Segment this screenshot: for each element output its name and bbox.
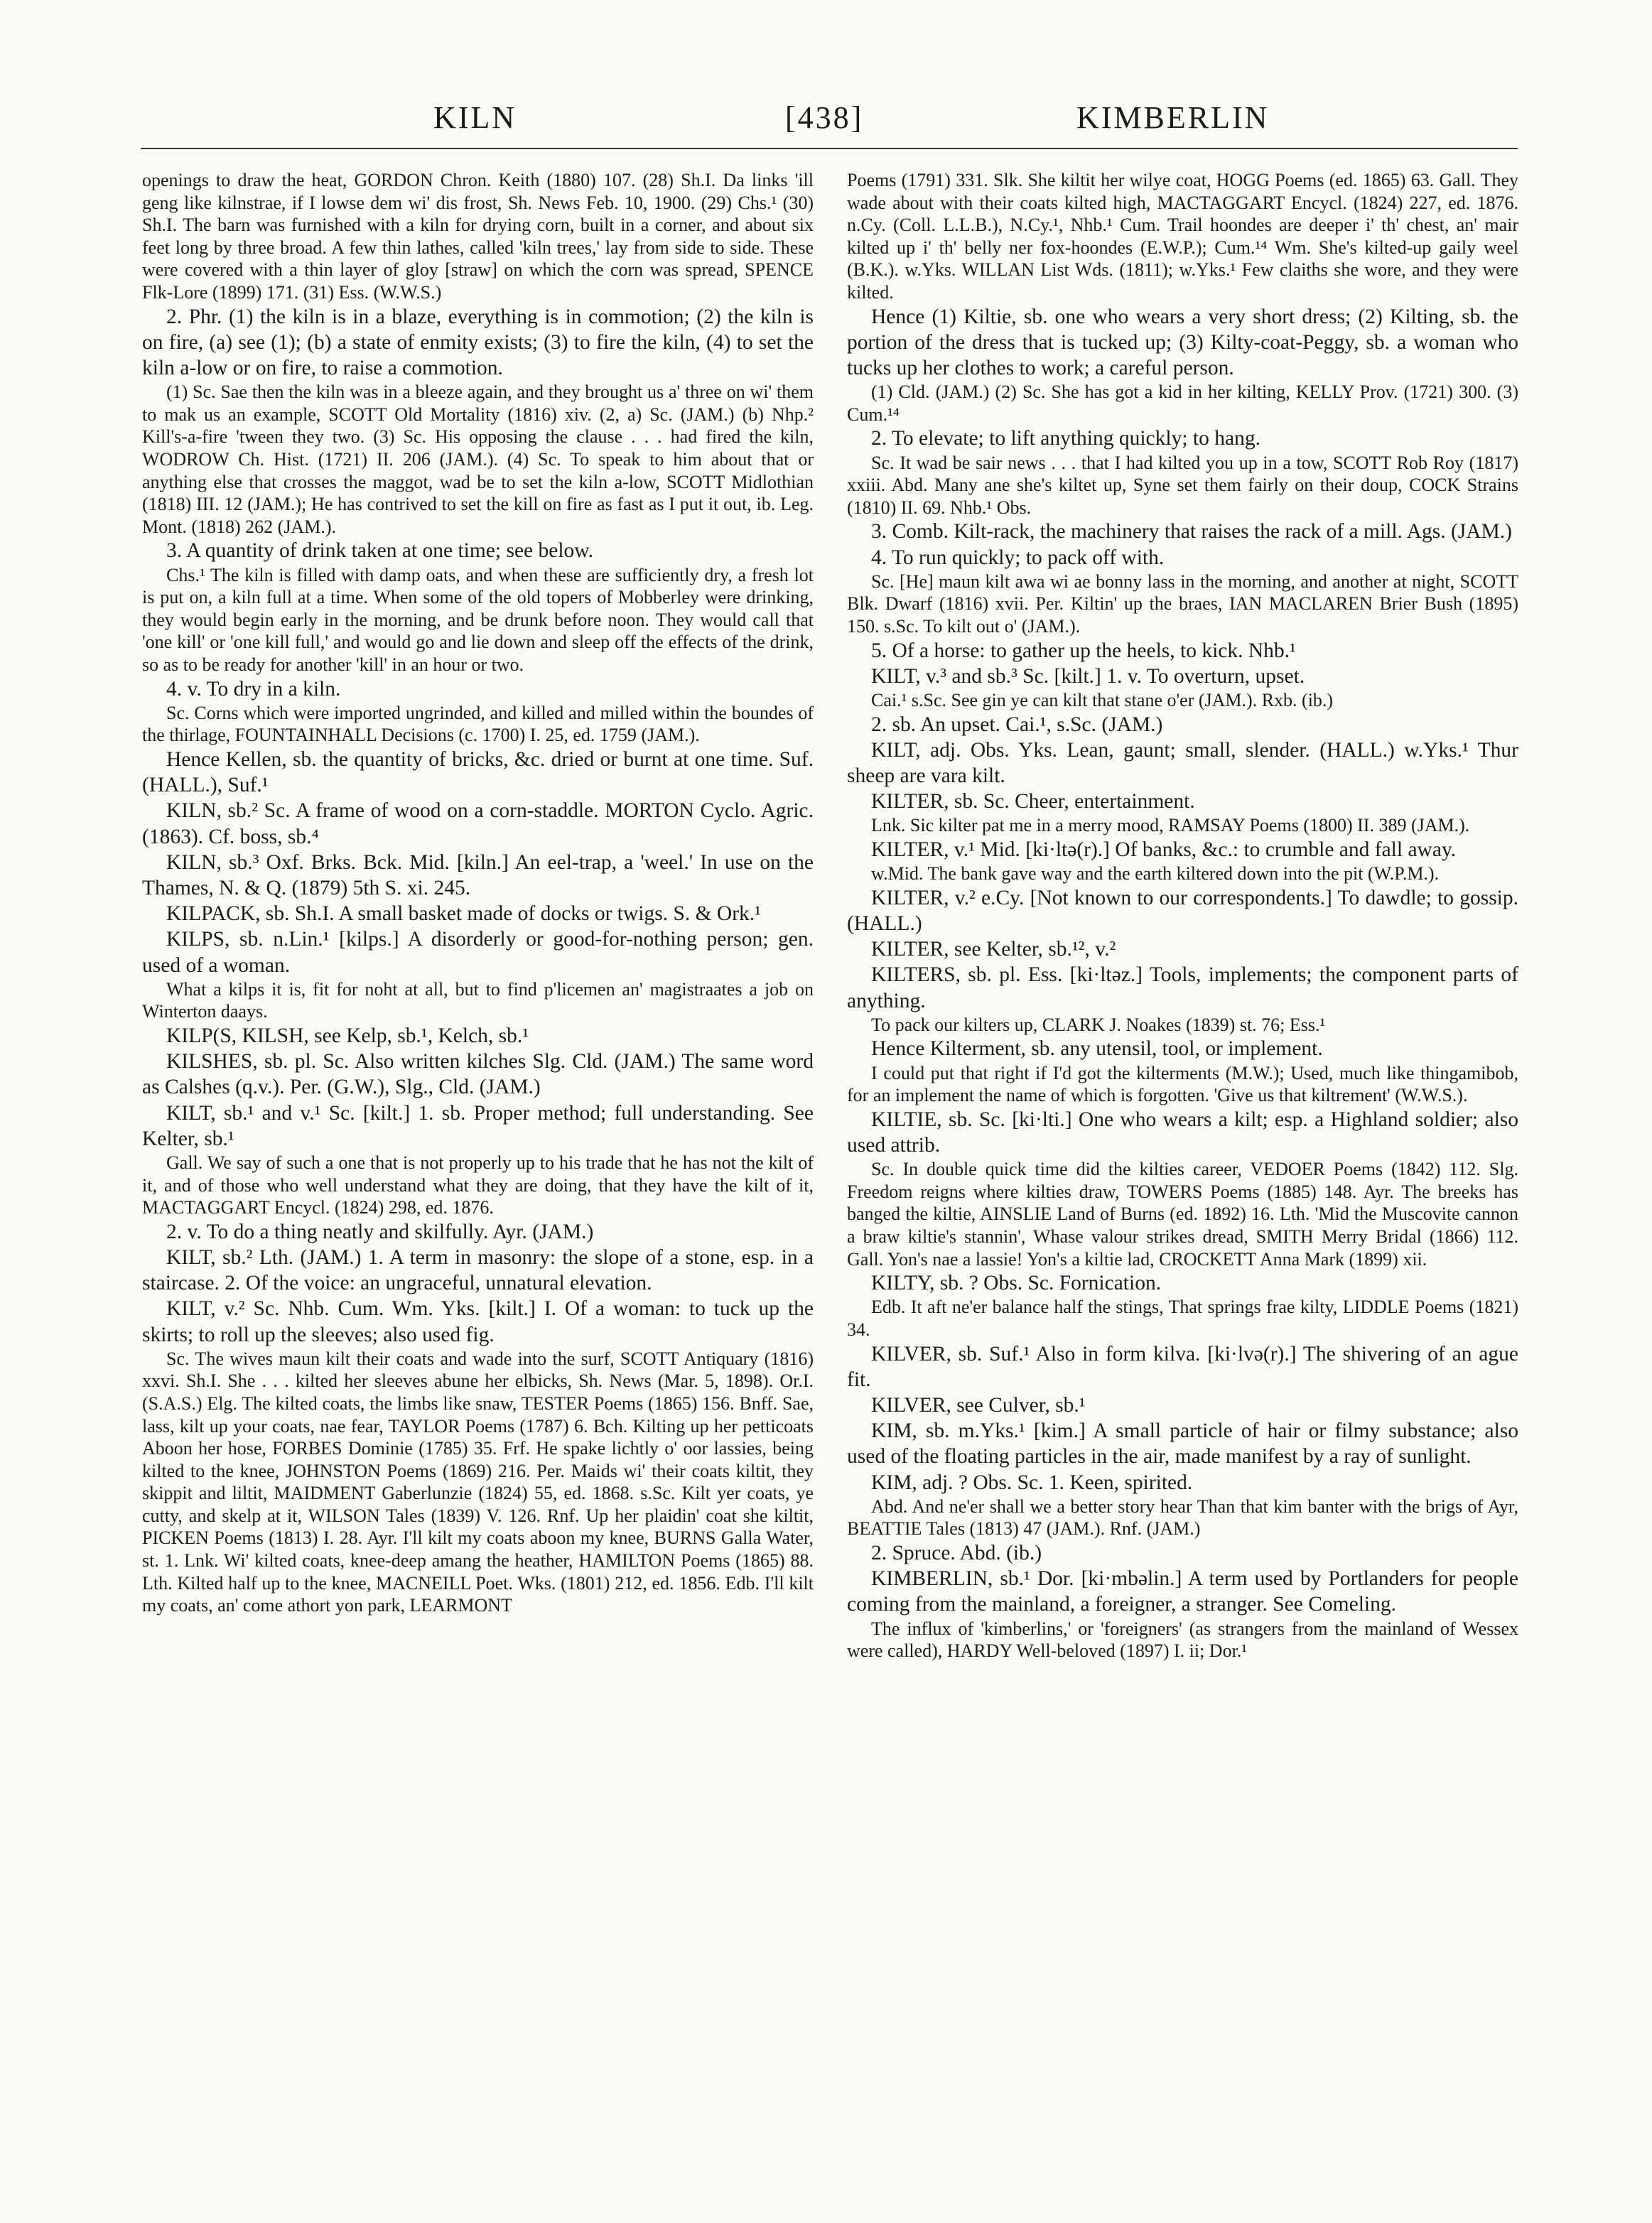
running-header: [0, 99, 1652, 149]
entry-paragraph: 5. Of a horse: to gather up the heels, to kick. Nhb.¹: [871, 639, 1296, 662]
entry-paragraph: KIM, sb. m.Yks.¹ [kim.] A small particle of hair or filmy substance; also used of the floating particles in the air, made manifest by a ray of sunlight.: [847, 1419, 1518, 1469]
quotation-paragraph: (1) Sc. Sae then the kiln was in a bleeze again, and they brought us a' three on wi' them to mak us an example, SCOTT Old Mortality (1816) xiv. (2, a) Sc. (JAM.) (b) Nhp.² Kill's-a-fire 'tween they two. (3) Sc. His opposing the clause . . . had fired the kiln, WODROW Ch. Hist. (1721) II. 206 (JAM.). (4) Sc. To speak to him about that or anything else that crosses the maggot, wad be to set the kiln a-low, SCOTT Midlothian (1818) III. 12 (JAM.); He has contrived to set the kill on fire as fast as I put it out, ib. Leg. Mont. (1818) 262 (JAM.).: [142, 382, 814, 537]
quotation-paragraph: (1) Cld. (JAM.) (2) Sc. She has got a kid in her kilting, KELLY Prov. (1721) 300. (3) Cum.¹⁴: [847, 382, 1518, 425]
quotation-paragraph: The influx of 'kimberlins,' or 'foreigners' (as strangers from the mainland of Wessex were called), HARDY Well-beloved (1897) I. ii; Dor.¹: [847, 1618, 1518, 1662]
quotation-paragraph: w.Mid. The bank gave way and the earth kiltered down into the pit (W.P.M.).: [871, 863, 1440, 885]
left-column: [142, 169, 814, 1617]
entry-paragraph: KILPS, sb. n.Lin.¹ [kilps.] A disorderly or good-for-nothing person; gen. used of a woman.: [142, 928, 814, 977]
entry-paragraph: 2. v. To do a thing neatly and skilfully. Ayr. (JAM.): [166, 1220, 594, 1243]
quotation-paragraph: I could put that right if I'd got the kilterments (M.W.); Used, much like thingamibob, for an implement the name of which is forgotten. 'Give us that kiltrement' (W.W.S.).: [847, 1062, 1518, 1106]
entry-paragraph: KILT, sb.¹ and v.¹ Sc. [kilt.] 1. sb. Proper method; full understanding. See Kelter, sb.¹: [142, 1101, 814, 1150]
quotation-paragraph: Gall. We say of such a one that is not properly up to his trade that he has not the kilt of it, and of those who well understand what they are doing, that they have the kilt of it, MACTAGGART Encycl. (1824) 298, ed. 1876.: [142, 1152, 814, 1218]
entry-paragraph: KILTER, sb. Sc. Cheer, entertainment.: [871, 790, 1195, 813]
entry-paragraph: KILTY, sb. ? Obs. Sc. Fornication.: [871, 1272, 1162, 1295]
quotation-paragraph: Poems (1791) 331. Slk. She kiltit her wilye coat, HOGG Poems (ed. 1865) 63. Gall. They wade about with their coats kilted high, MACTAGGART Encycl. (1824) 227, ed. 1876. n.Cy. (Coll. L.L.B.), N.Cy.¹, Nhb.¹ Cum. Trail hoondes are deeper i' th' chest, an' mair kilted up i' th' belly ner fox-hoondes (E.W.P.); Cum.¹⁴ Wm. She's kilted-up gaily weel (B.K.). w.Yks. WILLAN List Wds. (1811); w.Yks.¹ Few claiths she wore, and they were kilted.: [847, 170, 1518, 303]
quotation-paragraph: Sc. It wad be sair news . . . that I had kilted you up in a tow, SCOTT Rob Roy (1817) xxiii. Abd. Many ane she's kiltet up, Syne set them fairly on their doup, COCK Strains (1810) II. 69. Nhb.¹ Obs.: [847, 452, 1518, 518]
entry-paragraph: KILTER, see Kelter, sb.¹², v.²: [871, 938, 1116, 961]
header-rule: [141, 148, 1518, 149]
entry-paragraph: KILN, sb.³ Oxf. Brks. Bck. Mid. [kiln.] An eel-trap, a 'weel.' In use on the Thames, N. & Q. (1879) 5th S. xi. 245.: [142, 850, 814, 899]
entry-paragraph: KILT, v.³ and sb.³ Sc. [kilt.] 1. v. To overturn, upset.: [871, 664, 1305, 688]
entry-paragraph: KILN, sb.² Sc. A frame of wood on a corn-staddle. MORTON Cyclo. Agric. (1863). Cf. boss, sb.⁴: [142, 799, 814, 848]
entry-paragraph: 4. To run quickly; to pack off with.: [871, 546, 1165, 569]
entry-paragraph: 2. Phr. (1) the kiln is in a blaze, everything is in commotion; (2) the kiln is on fire, (a) see (1); (b) a state of enmity exists; (3) to fire the kiln, (4) to set the kiln a-low or on fire, to raise a commotion.: [142, 305, 814, 379]
entry-paragraph: KILVER, sb. Suf.¹ Also in form kilva. [ki·lvə(r).] The shivering of an ague fit.: [847, 1342, 1518, 1391]
header-left-word: KILN: [433, 100, 517, 135]
entry-paragraph: KILTER, v.² e.Cy. [Not known to our correspondents.] To dawdle; to gossip. (HALL.): [847, 886, 1518, 935]
entry-paragraph: KIMBERLIN, sb.¹ Dor. [ki·mbəlin.] A term used by Portlanders for people coming from the mainland, a foreigner, a stranger. See Comeling.: [847, 1567, 1518, 1616]
entry-paragraph: KILP(S, KILSH, see Kelp, sb.¹, Kelch, sb.¹: [166, 1024, 529, 1047]
quotation-paragraph: Abd. And ne'er shall we a better story hear Than that kim banter with the brigs of Ayr, BEATTIE Tales (1813) 47 (JAM.). Rnf. (JAM.): [847, 1495, 1518, 1540]
quotation-paragraph: Cai.¹ s.Sc. See gin ye can kilt that stane o'er (JAM.). Rxb. (ib.): [871, 689, 1334, 710]
entry-paragraph: KIM, adj. ? Obs. Sc. 1. Keen, spirited.: [871, 1471, 1193, 1494]
quotation-paragraph: What a kilps it is, fit for noht at all, but to find p'licemen an' magistraates a job on Winterton daays.: [142, 978, 814, 1022]
entry-paragraph: KILSHES, sb. pl. Sc. Also written kilches Slg. Cld. (JAM.) The same word as Calshes (q.v.). Per. (G.W.), Slg., Cld. (JAM.): [142, 1050, 814, 1099]
entry-paragraph: 4. v. To dry in a kiln.: [166, 677, 341, 701]
entry-paragraph: KILTERS, sb. pl. Ess. [ki·ltəz.] Tools, implements; the component parts of anything.: [847, 963, 1518, 1012]
quotation-paragraph: To pack our kilters up, CLARK J. Noakes (1839) st. 76; Ess.¹: [871, 1014, 1326, 1035]
quotation-paragraph: Sc. Corns which were imported ungrinded, and killed and milled within the boundes of the thirlage, FOUNTAINHALL Decisions (c. 1700) I. 25, ed. 1759 (JAM.).: [142, 702, 814, 746]
entry-paragraph: KILTIE, sb. Sc. [ki·lti.] One who wears a kilt; esp. a Highland soldier; also used attrib.: [847, 1108, 1518, 1157]
entry-paragraph: 3. Comb. Kilt-rack, the machinery that raises the rack of a mill. Ags. (JAM.): [871, 520, 1512, 543]
entry-paragraph: 2. sb. An upset. Cai.¹, s.Sc. (JAM.): [871, 713, 1163, 736]
quotation-paragraph: Sc. [He] maun kilt awa wi ae bonny lass in the morning, and another at night, SCOTT Blk. Dwarf (1816) xvii. Per. Kiltin' up the braes, IAN MACLAREN Brier Bush (1895) 150. s.Sc. To kilt out o' (JAM.).: [847, 570, 1518, 637]
entry-paragraph: KILT, sb.² Lth. (JAM.) 1. A term in masonry: the slope of a stone, esp. in a staircase. 2. Of the voice: an ungraceful, unnatural elevation.: [142, 1245, 814, 1295]
entry-paragraph: KILT, adj. Obs. Yks. Lean, gaunt; small, slender. (HALL.) w.Yks.¹ Thur sheep are vara kilt.: [847, 738, 1518, 787]
quotation-paragraph: Sc. In double quick time did the kilties career, VEDOER Poems (1842) 112. Slg. Freedom reigns where kilties draw, TOWERS Poems (1885) 148. Ayr. The breeks has banged the kiltie, AINSLIE Land of Burns (ed. 1892) 16. Lth. 'Mid the Muscovite cannon a braw kiltie's stannin', Whase valour strikes dread, SMITH Merry Bridal (1866) 112. Gall. Yon's nae a lassie! Yon's a kiltie lad, CROCKETT Anna Mark (1899) xii.: [847, 1159, 1518, 1270]
entry-paragraph: 2. Spruce. Abd. (ib.): [871, 1541, 1042, 1564]
entry-paragraph: Hence Kellen, sb. the quantity of bricks, &c. dried or burnt at one time. Suf. (HALL.), Suf.¹: [142, 747, 814, 797]
entry-paragraph: 2. To elevate; to lift anything quickly; to hang.: [871, 427, 1260, 450]
entry-paragraph: 3. A quantity of drink taken at one time; see below.: [166, 539, 594, 563]
quotation-paragraph: Sc. The wives maun kilt their coats and wade into the surf, SCOTT Antiquary (1816) xxvi. Sh.I. She . . . kilted her sleeves abune her elbicks, Sh. News (Mar. 5, 1898). Or.I. (S.A.S.) Elg. The kilted coats, the limbs like snaw, TESTER Poems (1865) 156. Bnff. Sae, lass, kilt up your coats, nae fear, TAYLOR Poems (1787) 6. Bch. Kilting up her petticoats Aboon her hose, FORBES Dominie (1785) 35. Frf. He spake lichtly o' oor lassies, being kilted to the knee, JOHNSTON Poems (1869) 216. Per. Maids wi' their coats kiltit, they skippit and liltit, MAIDMENT Gaberlunzie (1824) 55, ed. 1868. s.Sc. Kilt yer coats, ye cutty, and skelp at it, WILSON Tales (1839) V. 126. Rnf. Up her plaidin' coat she kiltit, PICKEN Poems (1813) I. 28. Ayr. I'll kilt my coats aboon my knee, BURNS Galla Water, st. 1. Lnk. Wi' kilted coats, knee-deep amang the heather, HAMILTON Poems (1865) 88. Lth. Kilted half up to the knee, MACNEILL Poet. Wks. (1801) 212, ed. 1856. Edb. I'll kilt my coats, an' come athort yon park, LEARMONT: [142, 1348, 814, 1616]
quotation-paragraph: Lnk. Sic kilter pat me in a merry mood, RAMSAY Poems (1800) II. 389 (JAM.).: [871, 815, 1470, 836]
header-right-word: KIMBERLIN: [1076, 100, 1270, 135]
quotation-paragraph: Chs.¹ The kiln is filled with damp oats, and when these are sufficiently dry, a fresh lot is put on, a kiln full at a time. When some of the old topers of Mobberley were drinking, they would begin early in the morning, and be drunk before noon. They would call that 'one kill' or 'one kill full,' and would go and lie down and sleep off the effects of the drink, so as to be ready for another 'kill' in an hour or two.: [142, 564, 814, 675]
entry-paragraph: KILPACK, sb. Sh.I. A small basket made of docks or twigs. S. & Ork.¹: [166, 902, 762, 926]
entry-paragraph: Hence (1) Kiltie, sb. one who wears a very short dress; (2) Kilting, sb. the portion of the dress that is tucked up; (3) Kilty-coat-Peggy, sb. a woman who tucks up her clothes to work; a careful person.: [847, 305, 1518, 379]
quotation-paragraph: openings to draw the heat, GORDON Chron. Keith (1880) 107. (28) Sh.I. Da links 'ill geng like kilnstrae, if I lowse dem wi' dis frost, Sh. News Feb. 10, 1900. (29) Chs.¹ (30) Sh.I. The barn was furnished with a kiln for drying corn, built in a corner, and about six feet long by three broad. A few thin lathes, called 'kiln trees,' lay from side to side. These were covered with a thin layer of gloy [straw] on which the corn was spread, SPENCE Flk-Lore (1899) 171. (31) Ess. (W.W.S.): [142, 170, 814, 303]
page-number: [438]: [785, 100, 864, 135]
right-column: [847, 169, 1518, 1662]
entry-paragraph: KILT, v.² Sc. Nhb. Cum. Wm. Yks. [kilt.] I. Of a woman: to tuck up the skirts; to roll up the sleeves; also used fig.: [142, 1297, 814, 1346]
entry-paragraph: KILVER, see Culver, sb.¹: [871, 1393, 1086, 1417]
quotation-paragraph: Edb. It aft ne'er balance half the stings, That springs frae kilty, LIDDLE Poems (1821) 34.: [847, 1297, 1518, 1340]
entry-paragraph: KILTER, v.¹ Mid. [ki·ltə(r).] Of banks, &c.: to crumble and fall away.: [871, 838, 1457, 861]
entry-paragraph: Hence Kilterment, sb. any utensil, tool, or implement.: [871, 1037, 1323, 1061]
